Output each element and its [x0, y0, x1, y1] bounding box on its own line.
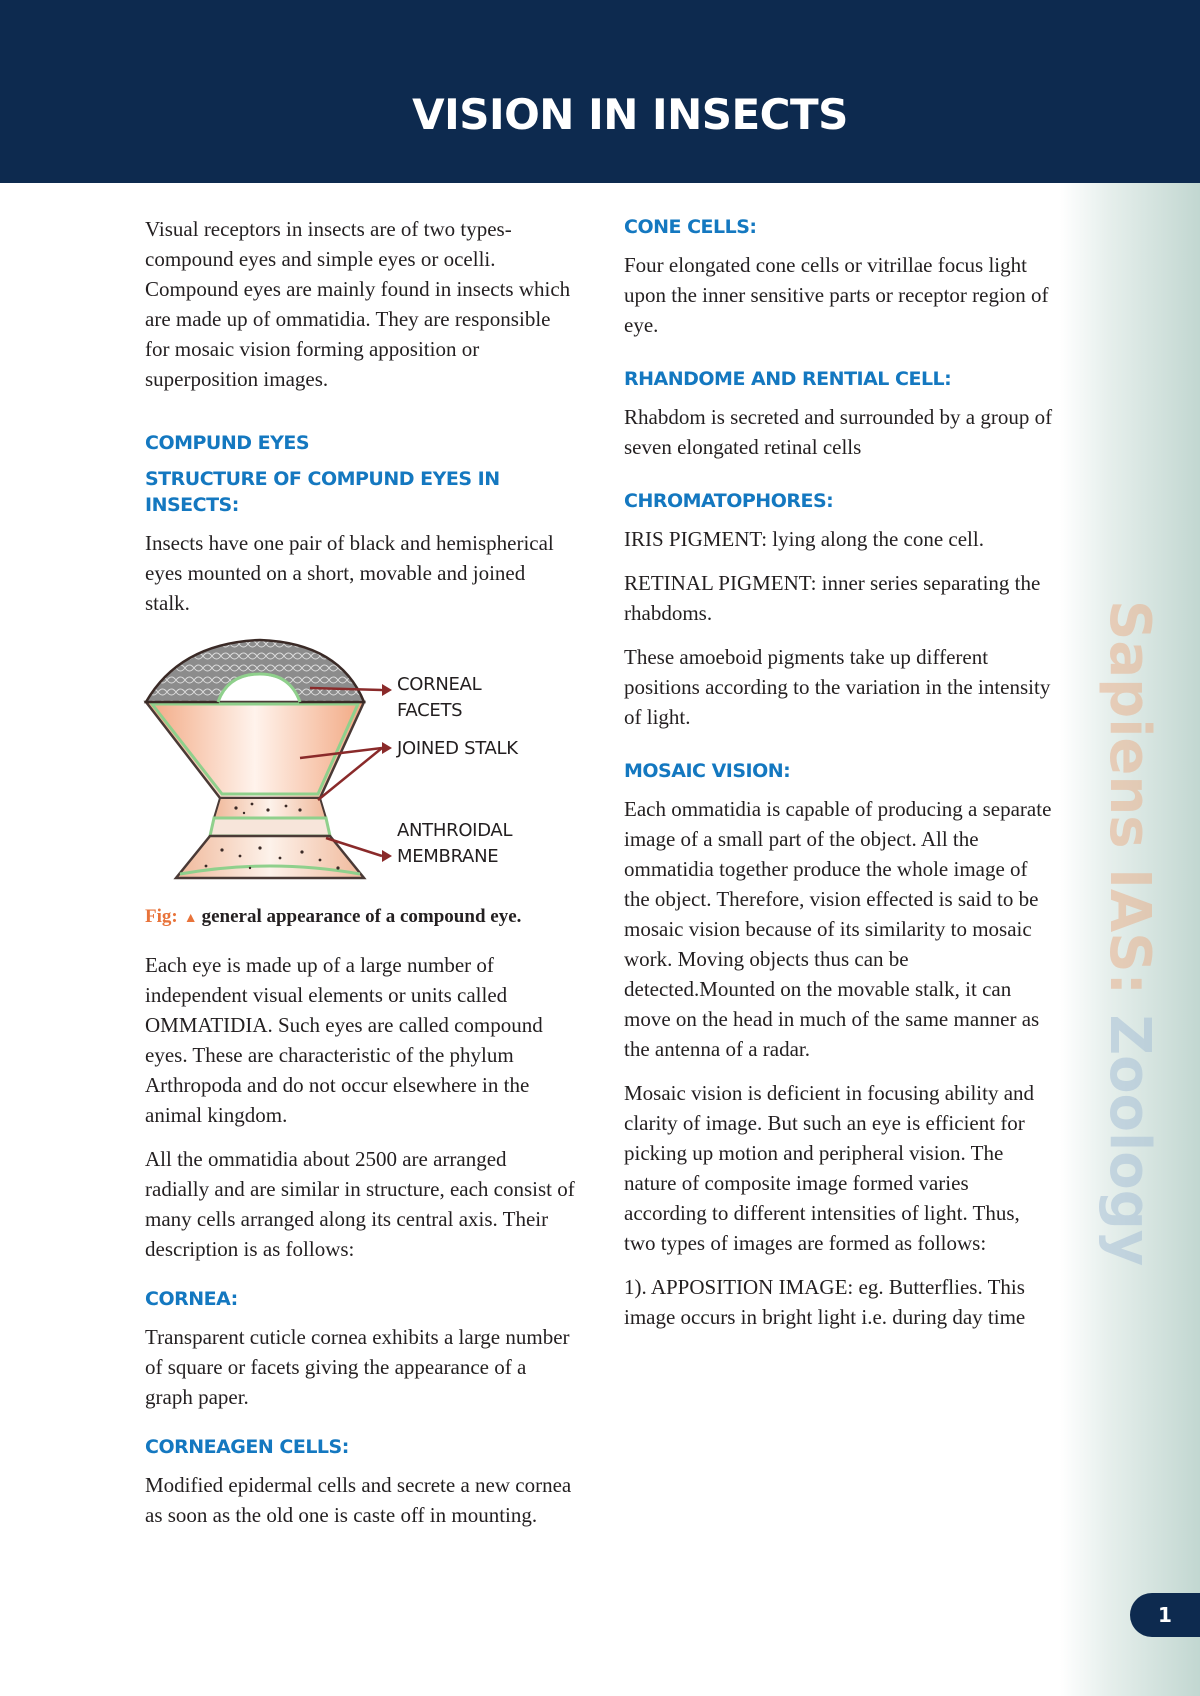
cornea-paragraph: Transparent cuticle cornea exhibits a large number of square or facets giving the appearance of a graph paper. [145, 1325, 570, 1409]
label-corneal: CORNEAL [397, 674, 482, 695]
right-column [624, 214, 1054, 1346]
page-number: 1 [1130, 1593, 1200, 1637]
triangle-up-icon: ▲ [183, 911, 198, 926]
heading-structure: STRUCTURE OF COMPUND EYES IN INSECTS: [145, 468, 500, 516]
compound-eye-figure [140, 638, 570, 898]
side-watermark [1097, 600, 1162, 1267]
retinal-paragraph: RETINAL PIGMENT: inner series separating the rhabdoms. [624, 571, 1041, 625]
heading-chromatophores: CHROMATOPHORES: [624, 490, 834, 512]
structure-paragraph: Insects have one pair of black and hemispherical eyes mounted on a short, movable and joined stalk. [145, 531, 554, 615]
intro-paragraph: Visual receptors in insects are of two types- compound eyes and simple eyes or ocelli. Compound eyes are mainly found in insects which are made up of ommatidia. They are responsible for mosaic vision forming apposition or superposition images. [145, 217, 571, 391]
label-anthroidal: ANTHROIDAL [397, 820, 513, 841]
cone-paragraph: Four elongated cone cells or vitrillae focus light upon the inner sensitive parts or receptor region of eye. [624, 253, 1049, 337]
rhandome-paragraph: Rhabdom is secreted and surrounded by a group of seven elongated retinal cells [624, 405, 1053, 459]
heading-cornea: CORNEA: [145, 1288, 238, 1310]
deficient-paragraph: Mosaic vision is deficient in focusing ability and clarity of image. But such an eye is efficient for picking up motion and peripheral vision. The nature of composite image formed varies according to different intensities of light. Thus, two types of images are formed as follows: [624, 1081, 1035, 1255]
apposition-paragraph: 1). APPOSITION IMAGE: eg. Butterflies. This image occurs in bright light i.e. during day time [624, 1275, 1026, 1329]
heading-cone-cells: CONE CELLS: [624, 216, 757, 238]
label-membrane: MEMBRANE [397, 846, 499, 867]
iris-paragraph: IRIS PIGMENT: lying along the cone cell. [624, 527, 984, 551]
heading-corneagen: CORNEAGEN CELLS: [145, 1436, 349, 1458]
mosaic-paragraph: Each ommatidia is capable of producing a separate image of a small part of the object. All the ommatidia together produce the whole image of the object. Therefore, vision effected is said to be mosaic vision because of its similarity to mosaic work. Moving objects thus can be detected.Mounted on the movable stalk, it can move on the head in much of the same manner as the antenna of a radar. [624, 797, 1052, 1061]
ommatidia-paragraph: All the ommatidia about 2500 are arranged radially and are similar in structure, each consist of many cells arranged along its central axis. Their description is as follows: [145, 1147, 575, 1261]
compound-eye-diagram [140, 638, 570, 898]
amoeboid-paragraph: These amoeboid pigments take up different positions according to the variation in the intensity of light. [624, 645, 1051, 729]
each-eye-paragraph: Each eye is made up of a large number of independent visual elements or units called OMMATIDIA. Such eyes are called compound eyes. These are characteristic of the phylum Arthropoda and do not occur elsewhere in the animal kingdom. [145, 953, 543, 1127]
page-title: VISION IN INSECTS [412, 90, 848, 139]
page-header [0, 0, 1200, 183]
figure-caption [145, 904, 575, 932]
caption-prefix: Fig: [145, 906, 178, 927]
watermark-brand: Sapiens IAS: [1097, 600, 1162, 995]
caption-text: general appearance of a compound eye. [201, 906, 522, 927]
heading-mosaic-vision: MOSAIC VISION: [624, 760, 791, 782]
left-column [145, 214, 575, 1544]
label-joined-stalk: JOINED STALK [397, 738, 518, 759]
corneagen-paragraph: Modified epidermal cells and secrete a new cornea as soon as the old one is caste off in mounting. [145, 1473, 572, 1527]
heading-compund-eyes: COMPUND EYES [145, 432, 310, 454]
watermark-subject: Zoology [1097, 994, 1162, 1267]
heading-rhandome: RHANDOME AND RENTIAL CELL: [624, 368, 952, 390]
label-facets: FACETS [397, 700, 463, 721]
